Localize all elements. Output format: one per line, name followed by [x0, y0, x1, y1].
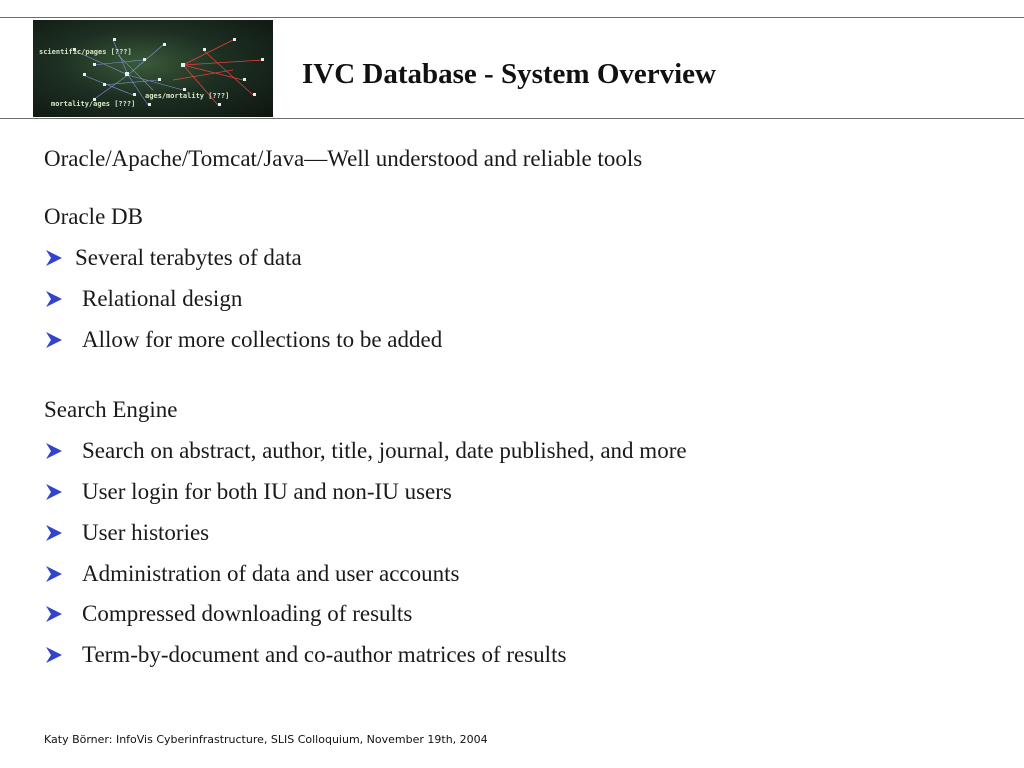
list-item-label: Relational design [82, 286, 243, 311]
arrow-bullet-icon [44, 248, 64, 268]
list-item [44, 438, 687, 464]
top-rule [0, 17, 1024, 18]
banner-label: mortality/ages [???] [51, 100, 136, 108]
arrow-bullet-icon [44, 645, 64, 665]
list-item-label: Administration of data and user accounts [82, 561, 460, 586]
list-item-label: Search on abstract, author, title, journal, date published, and more [82, 438, 687, 463]
list-item-label: Compressed downloading of results [82, 601, 413, 626]
slide-title: IVC Database - System Overview [302, 58, 716, 90]
list-item-label: User login for both IU and non-IU users [82, 479, 452, 504]
list-item [44, 479, 452, 505]
arrow-bullet-icon [44, 482, 64, 502]
banner-label: ages/mortality [???] [145, 92, 230, 100]
intro-text: Oracle/Apache/Tomcat/Java—Well understood and reliable tools [44, 146, 643, 171]
list-item [44, 245, 302, 271]
list-item [44, 286, 242, 312]
banner-label: scientific/pages [???] [39, 48, 132, 56]
network-visualization-image [33, 20, 273, 117]
section-heading-oracle-db: Oracle DB [44, 204, 143, 229]
arrow-bullet-icon [44, 604, 64, 624]
list-item [44, 642, 566, 668]
section-heading-search-engine: Search Engine [44, 397, 178, 422]
arrow-bullet-icon [44, 330, 64, 350]
list-item-label: Allow for more collections to be added [82, 327, 443, 352]
list-item [44, 561, 459, 587]
arrow-bullet-icon [44, 441, 64, 461]
arrow-bullet-icon [44, 289, 64, 309]
list-item-label: Several terabytes of data [75, 245, 302, 270]
list-item [44, 327, 442, 353]
arrow-bullet-icon [44, 564, 64, 584]
arrow-bullet-icon [44, 523, 64, 543]
footer-text: Katy Börner: InfoVis Cyberinfrastructure, SLIS Colloquium, November 19th, 2004 [44, 733, 488, 746]
list-item-label: Term-by-document and co-author matrices of results [82, 642, 567, 667]
list-item-label: User histories [82, 520, 210, 545]
list-item [44, 520, 209, 546]
list-item [44, 601, 412, 627]
header-rule [0, 118, 1024, 119]
